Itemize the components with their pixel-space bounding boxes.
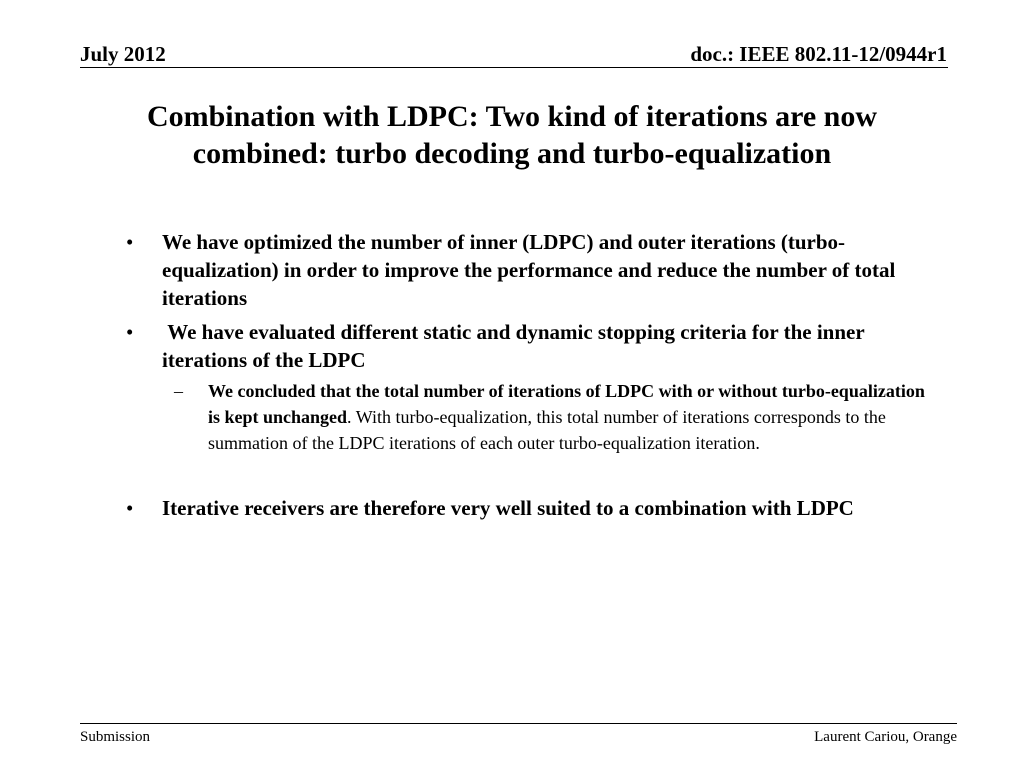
sub-bullet-marker: –	[174, 381, 183, 401]
header-doc-id: doc.: IEEE 802.11-12/0944r1	[690, 42, 947, 66]
footer-author: Laurent Cariou, Orange	[814, 729, 957, 745]
sub-bullet-item	[120, 378, 930, 456]
bullet-item	[120, 318, 930, 374]
sub-bullet-bold-text: We concluded that the total number of iterations of LDPC with or without turbo-equalization is kept unchanged	[208, 381, 925, 427]
bullet-text: We have optimized the number of inner (LDPC) and outer iterations (turbo-equalization) in order to improve the performance and reduce the number of total iterations	[162, 230, 896, 310]
header-divider	[80, 67, 948, 68]
bullet-marker: •	[126, 496, 134, 520]
slide-title	[60, 98, 964, 172]
bullet-text: We have evaluated different static and dynamic stopping criteria for the inner iterations of the LDPC	[162, 320, 870, 372]
slide-title-line-2: combined: turbo decoding and turbo-equalization	[192, 137, 832, 170]
header-date: July 2012	[80, 42, 166, 66]
sub-bullet-normal-text: . With turbo-equalization, this total number of iterations corresponds to the summation of the LDPC iterations of each outer turbo-equalization iteration.	[208, 407, 886, 453]
bullet-marker: •	[126, 230, 134, 254]
slide-title-line-1: Combination with LDPC: Two kind of iterations are now	[146, 100, 878, 133]
footer-submission: Submission	[80, 729, 151, 745]
footer-divider	[80, 723, 957, 724]
bullet-text: Iterative receivers are therefore very well suited to a combination with LDPC	[162, 496, 854, 520]
bullet-item	[120, 494, 930, 522]
bullet-marker: •	[126, 320, 134, 344]
bullet-item	[120, 228, 930, 312]
slide-body	[120, 228, 930, 522]
